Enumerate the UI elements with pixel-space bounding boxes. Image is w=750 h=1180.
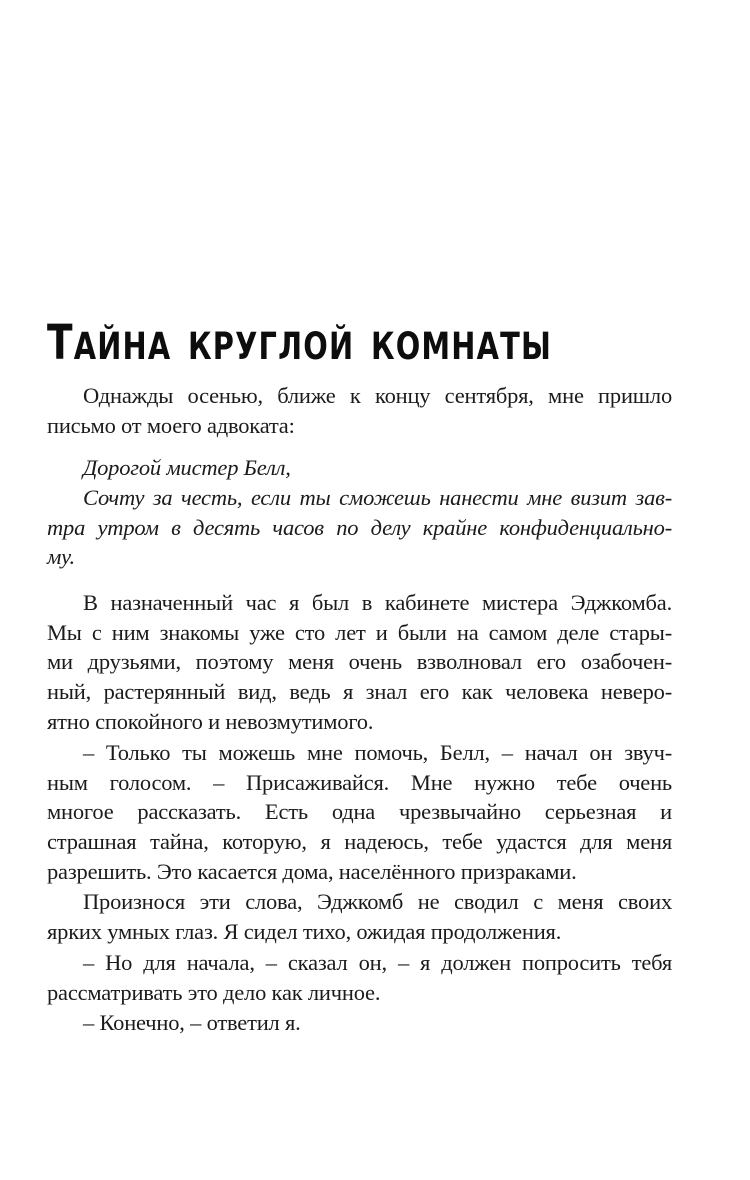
text-line: страшная тайна, которую, я надеюсь, тебе удастся для меня (47, 829, 672, 855)
text-line: – Но для начала, – сказал он, – я должен попросить тебя (83, 950, 672, 975)
chapter-title: ТАЙНА КРУГЛОЙ КОМНАТЫ (47, 315, 553, 371)
text-line: ярких умных глаз. Я сидел тихо, ожидая продолжения. (47, 918, 562, 944)
paragraph-dialog-agree (47, 1008, 672, 1038)
paragraph-intro (47, 381, 672, 440)
text-line: му. (47, 544, 75, 570)
text-line: Однажды осенью, ближе к концу сентября, мне пришло (83, 383, 672, 408)
text-line: ми друзьями, поэтому меня очень взволновал его озабочен- (47, 649, 672, 675)
text-line: Дорогой мистер Белл, (83, 455, 291, 480)
text-line: Произнося эти слова, Эджкомб не сводил с меня своих (83, 889, 672, 914)
paragraph-dialog-request (47, 738, 672, 887)
paragraph-dialog-condition (47, 948, 672, 1007)
text-line: ятно спокойного и невозмутимого. (47, 708, 374, 734)
text-line: В назначенный час я был в кабинете мистера Эджкомба. (83, 590, 672, 615)
text-line: тра утром в десять часов по делу крайне конфиденциально- (47, 514, 672, 540)
text-line: рассматривать это дело как личное. (47, 979, 381, 1005)
paragraph-letter-body (47, 483, 672, 572)
text-line: – Только ты можешь мне помочь, Белл, – начал он звуч- (83, 740, 672, 765)
text-line: ный, растерянный вид, ведь я знал его как человека неверо- (47, 679, 672, 705)
text-line: многое рассказать. Есть одна чрезвычайно серьезная и (47, 799, 672, 825)
text-line: ным голосом. – Присаживайся. Мне нужно тебе очень (47, 769, 672, 795)
text-line: разрешить. Это касается дома, населённого призраками. (47, 858, 577, 884)
text-line: Сочту за честь, если ты сможешь нанести мне визит зав- (83, 485, 672, 510)
text-line: – Конечно, – ответил я. (83, 1010, 301, 1035)
text-line: письмо от моего адвоката: (47, 412, 295, 438)
paragraph-narration-eyes (47, 887, 672, 946)
paragraph-letter-salutation (47, 453, 672, 483)
paragraph-meeting (47, 588, 672, 737)
text-line: Мы с ним знакомы уже сто лет и были на самом деле стары- (47, 619, 672, 645)
